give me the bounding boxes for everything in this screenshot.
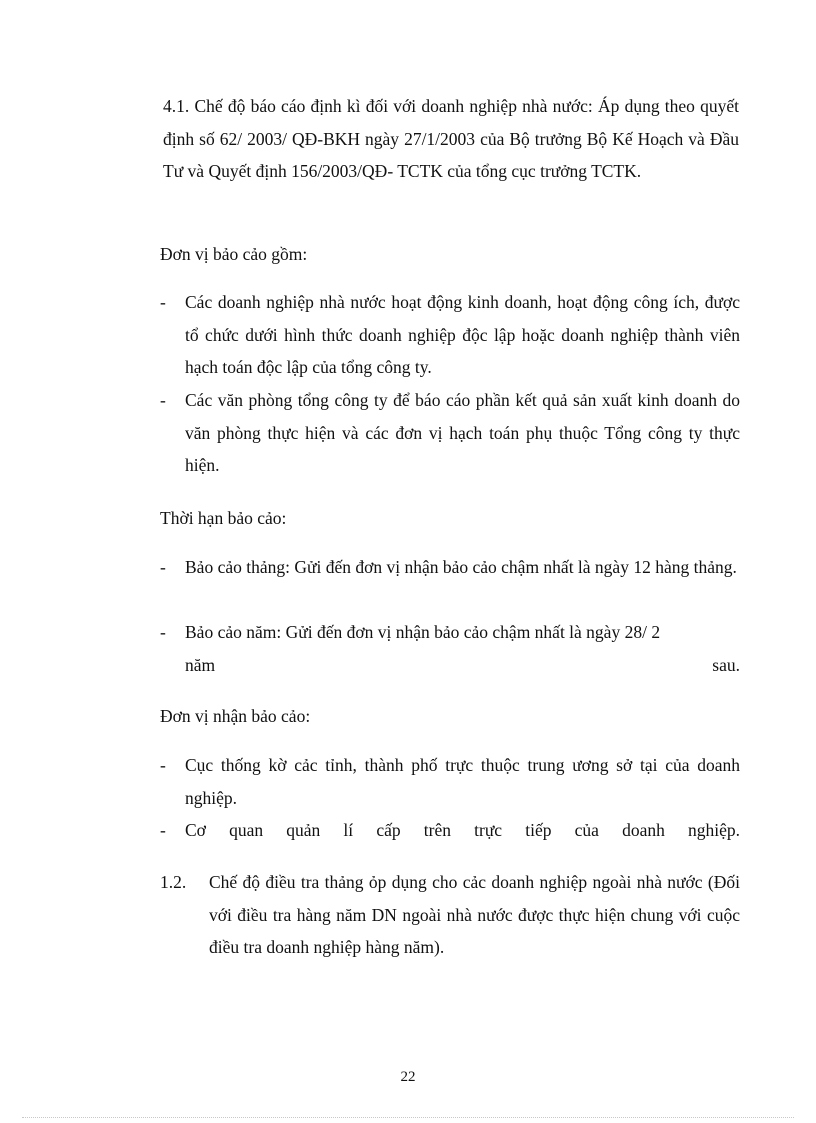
bullet-dash: - [160,622,166,642]
list-item-text: Cơ quan quản lí cấp trên trực tiếp của doanh nghiệp. [185,820,740,840]
continuation-left: năm [185,654,216,675]
paragraph-4-1: 4.1. Chế độ báo cáo định kì đối với doanh nghiệp nhà nước: Áp dụng theo quyết định số 62/ 2003/ QĐ-BKH ngày 27/1/2003 của Bộ trưởng Bộ Kế Hoạch và Đầu Tư và Quyết định 156/2003/QĐ- TCTK của tổng cục trưởng TCTK. [163,96,739,181]
list-item [160,616,740,681]
list-item [160,286,740,384]
list-item [160,814,740,847]
bullet-dash: - [160,755,166,775]
bullet-dash: - [160,292,166,312]
list-item-text: Bảo cảo thảng: Gửi đến đơn vị nhận bảo cảo chậm nhất là ngày 12 hàng thảng. [185,557,737,577]
continuation-right: sau. [712,654,740,675]
bullet-dash: - [160,820,166,840]
list-item-text: Các doanh nghiệp nhà nước hoạt động kinh doanh, hoạt động công ích, được tổ chức dưới hình thức doanh nghiệp độc lập hoặc doanh nghiệp thành viên hạch toán độc lập của tổng công ty. [185,292,740,377]
page-number: 22 [400,1069,416,1085]
list-item-text: Bảo cảo năm: Gửi đến đơn vị nhận bảo cảo chậm nhất là ngày 28/ 2 [185,622,661,642]
bullet-dash: - [160,557,166,577]
page-bottom-divider [22,1117,794,1118]
list-item [160,749,740,814]
heading-reporting-units: Đơn vị bảo cảo gồm: [160,244,308,264]
list-item [160,551,740,584]
heading-receiving-units: Đơn vị nhận bảo cảo: [160,706,311,726]
list-item-text: Các văn phòng tổng công ty để báo cáo phần kết quả sản xuất kinh doanh do văn phòng thực hiện và các đơn vị hạch toán phụ thuộc Tổng công ty thực hiện. [185,390,740,475]
list-item-text: Cục thống kờ cảc tỉnh, thành phố trực thuộc trung ương sở tại của doanh nghiệp. [185,755,740,808]
section-number: 1.2. [160,872,187,892]
bullet-dash: - [160,390,166,410]
section-1-2 [160,866,740,964]
heading-deadline: Thời hạn bảo cảo: [160,508,287,528]
list-item [160,384,740,482]
list-item-continuation [185,649,740,682]
section-text: Chế độ điều tra thảng ỏp dụng cho cảc doanh nghiệp ngoài nhà nước (Đối với điều tra hàng năm DN ngoài nhà nước được thực hiện chung với cuộc điều tra doanh nghiệp hàng năm). [209,872,740,957]
